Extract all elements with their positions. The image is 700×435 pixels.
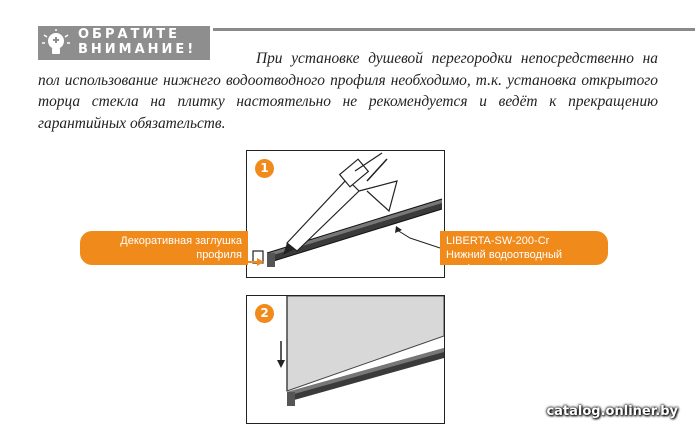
step-2-illustration xyxy=(247,296,444,423)
profile-callout xyxy=(440,231,608,275)
end-cap-callout xyxy=(80,231,248,265)
step-1-illustration xyxy=(247,151,444,277)
profile-callout-line2: Нижний водоотводный профиль xyxy=(446,249,563,275)
profile-callout-line1: LIBERTA-SW-200-Cr xyxy=(446,235,550,247)
step-2-badge: 2 xyxy=(255,304,274,323)
banner-title-line1: ОБРАТИТЕ xyxy=(78,27,181,42)
banner-rule xyxy=(213,28,695,31)
step-1-panel xyxy=(246,150,445,278)
end-cap-callout-line2: профиля xyxy=(196,249,242,261)
banner-title-line2: ВНИМАНИЕ! xyxy=(78,42,197,57)
watermark: catalog.onliner.by xyxy=(546,404,678,419)
end-cap-callout-line1: Декоративная заглушка xyxy=(120,235,242,247)
step-1-badge: 1 xyxy=(255,159,274,178)
step-2-panel xyxy=(246,295,445,424)
notice-paragraph: При установке душевой перегородки непосредственно на пол использование нижнего водоотводного профиля необходимо, т.к. установка открытого торца стекла на плитку настоятельно не рекомендуется и ведёт к прекращению гарантийных обязательств. xyxy=(38,50,658,132)
